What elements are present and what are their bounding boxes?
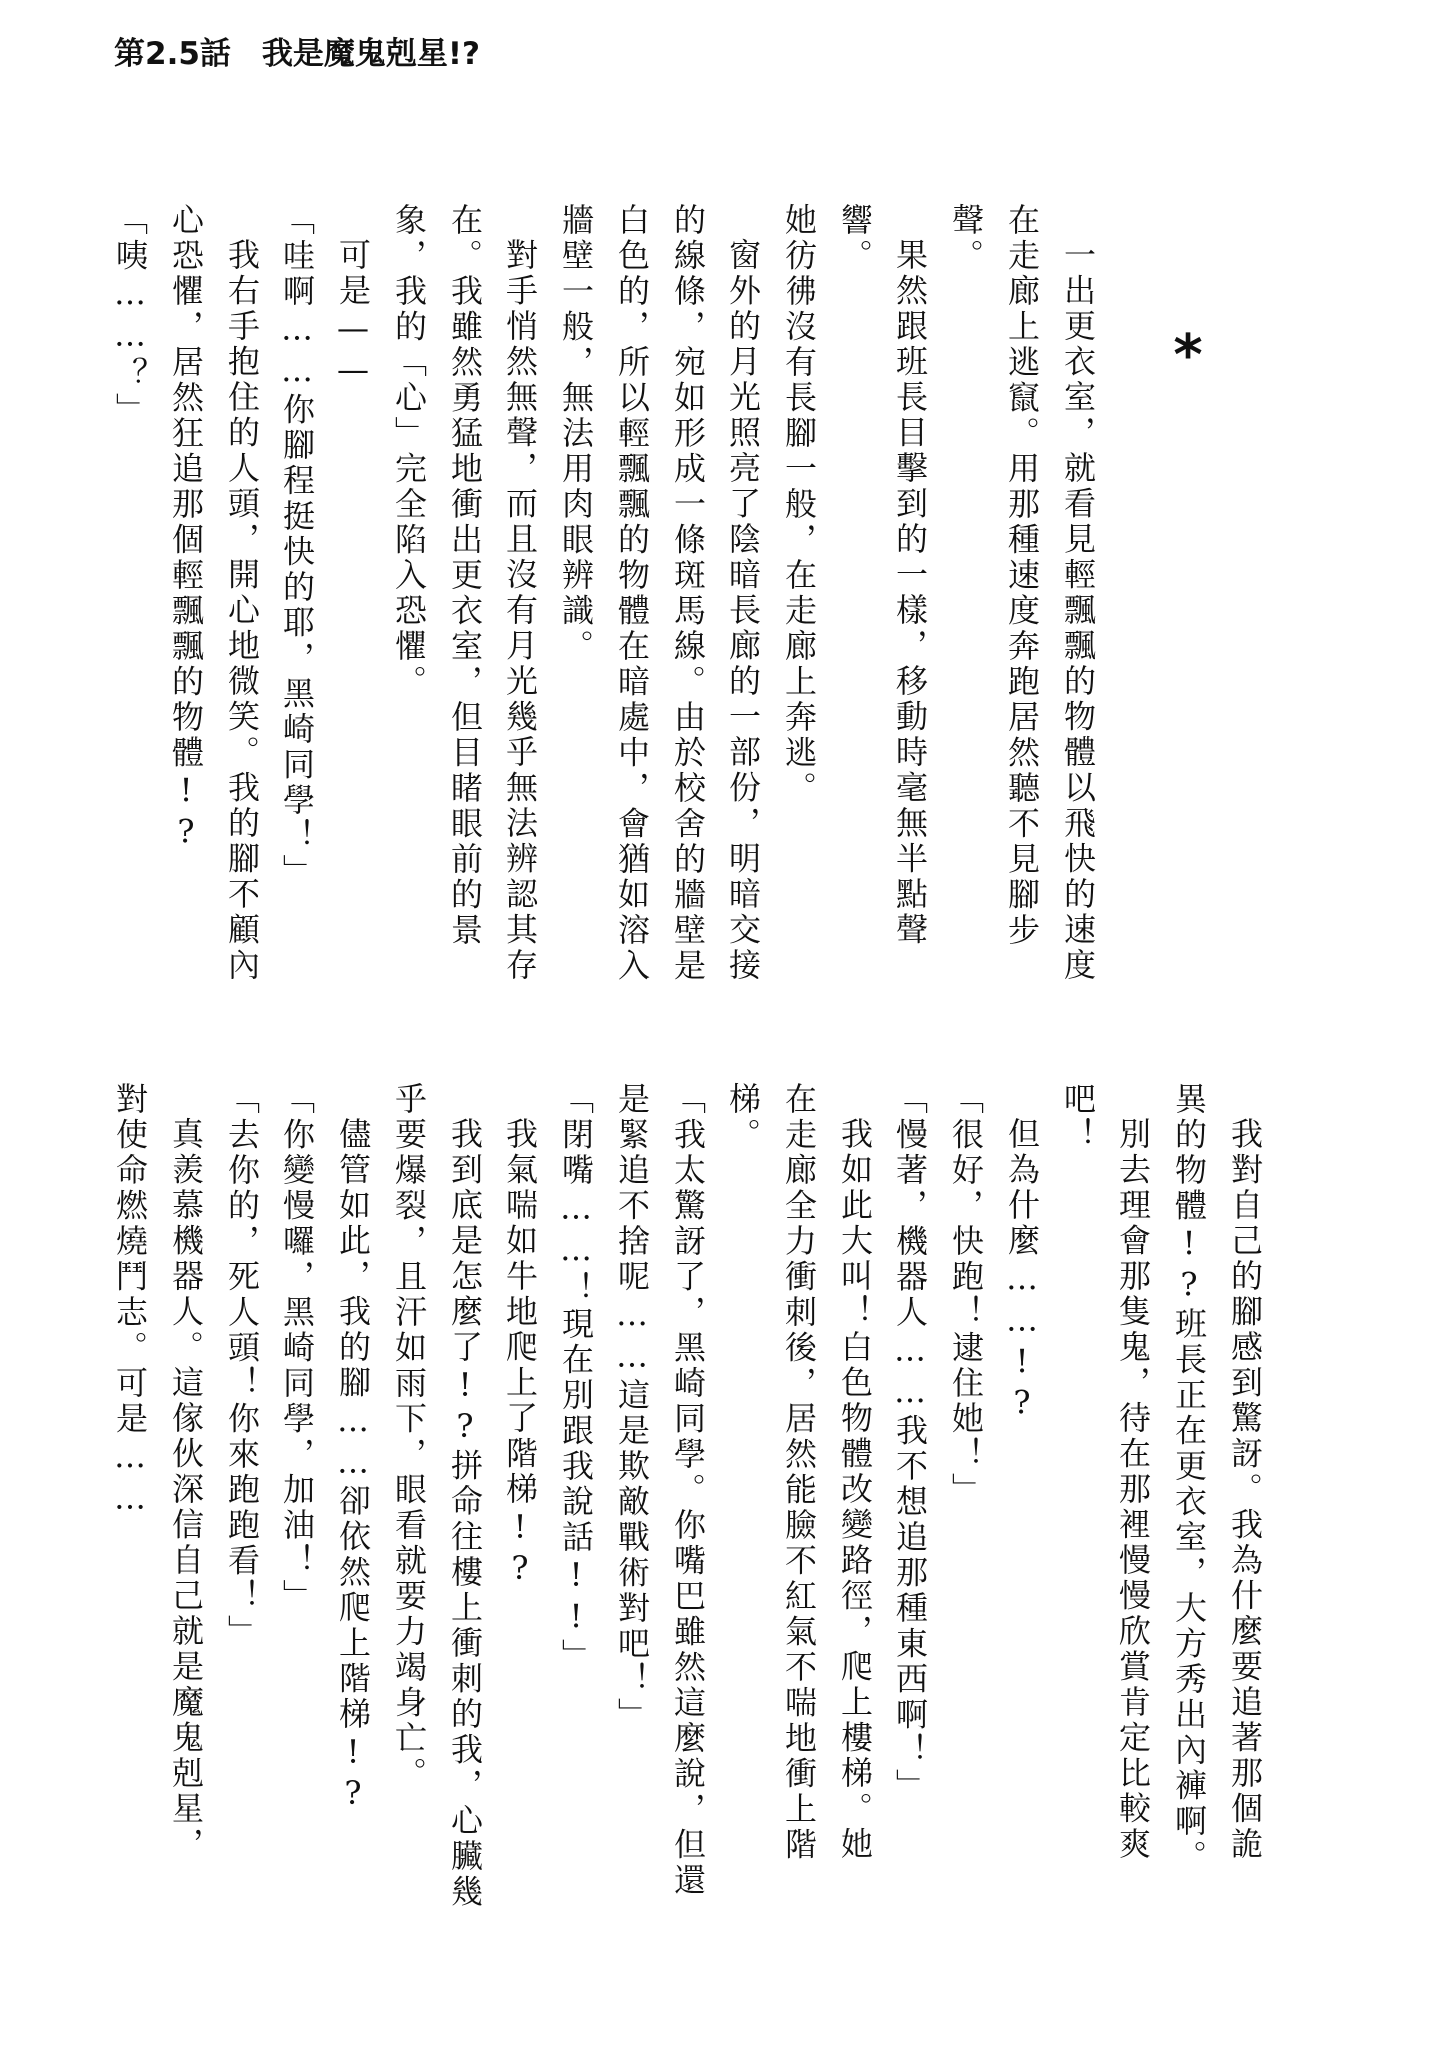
text-column: 我到底是怎麼了!?拼命往樓上衝刺的我，心臟幾 [446,1117,484,1910]
section-break-asterisk-icon: * [1173,323,1203,388]
chapter-title: 第2.5話 我是魔鬼剋星!? [114,36,481,72]
text-column: 我如此大叫！白色物體改變路徑，爬上樓梯。她 [836,1117,874,1863]
dialogue-column: 「哇啊……你腳程挺快的耶，黑崎同學！」 [278,203,316,890]
dialogue-column: 「閉嘴……！現在別跟我說話!!」 [557,1082,595,1674]
text-column: 儘管如此，我的腳……卻依然爬上階梯!? [334,1117,372,1816]
text-column: 我右手抱住的人頭，開心地微笑。我的腳不顧內 [223,238,261,984]
dialogue-column: 「很好，快跑！逮住她！」 [947,1082,985,1508]
text-column: 一出更衣室，就看見輕飄飄的物體以飛快的速度 [1059,238,1097,984]
text-column: 梯。 [724,1082,762,1153]
text-column: 我氣喘如牛地爬上了階梯!? [501,1117,539,1591]
text-column: 的線條，宛如形成一條斑馬線。由於校舍的牆壁是 [669,203,707,984]
dialogue-column: 「去你的，死人頭！你來跑跑看！」 [223,1082,261,1650]
text-column: 異的物體!?班長正在更衣室，大方秀出內褲啊。 [1170,1082,1208,1875]
dialogue-column: 「咦……？」 [111,203,149,428]
text-column: 牆壁一般，無法用肉眼辨識。 [557,203,595,665]
text-column: 窗外的月光照亮了陰暗長廊的一部份，明暗交接 [724,238,762,984]
text-column: 白色的，所以輕飄飄的物體在暗處中，會猶如溶入 [613,203,651,984]
text-column: 吧！ [1059,1082,1097,1153]
text-column: 象，我的「心」完全陷入恐懼。 [390,203,428,700]
text-column: 乎要爆裂，且汗如雨下，眼看就要力竭身亡。 [390,1082,428,1792]
text-column: 在。我雖然勇猛地衝出更衣室，但目睹眼前的景 [446,203,484,949]
text-column: 對使命燃燒鬥志。可是…… [111,1082,149,1520]
text-column: 果然跟班長目擊到的一樣，移動時毫無半點聲 [891,238,929,948]
text-column: 響。 [836,203,874,274]
text-column: 對手悄然無聲，而且沒有月光幾乎無法辨認其存 [501,238,539,984]
dialogue-column: 是緊追不捨呢……這是欺敵戰術對吧！」 [613,1082,651,1733]
text-column: 在走廊上逃竄。用那種速度奔跑居然聽不見腳步 [1003,203,1041,949]
dialogue-column: 「你變慢囉，黑崎同學，加油！」 [278,1082,316,1615]
text-column: 在走廊全力衝刺後，居然能臉不紅氣不喘地衝上階 [780,1082,818,1863]
text-column: 我對自己的腳感到驚訝。我為什麼要追著那個詭 [1226,1117,1264,1863]
text-column: 真羨慕機器人。這傢伙深信自己就是魔鬼剋星， [167,1117,205,1863]
text-column: 別去理會那隻鬼，待在那裡慢慢欣賞肯定比較爽 [1114,1117,1152,1863]
dialogue-column: 「慢著，機器人……我不想追那種東西啊！」 [891,1082,929,1804]
text-column: 但為什麼……!? [1003,1117,1041,1425]
text-column: 她彷彿沒有長腳一般，在走廊上奔逃。 [780,203,818,807]
text-column: 聲。 [947,203,985,274]
text-column: 可是—— [334,238,372,392]
text-column: 心恐懼，居然狂追那個輕飄飄的物體!? [167,203,205,854]
dialogue-column: 「我太驚訝了，黑崎同學。你嘴巴雖然這麼說，但還 [669,1082,707,1899]
